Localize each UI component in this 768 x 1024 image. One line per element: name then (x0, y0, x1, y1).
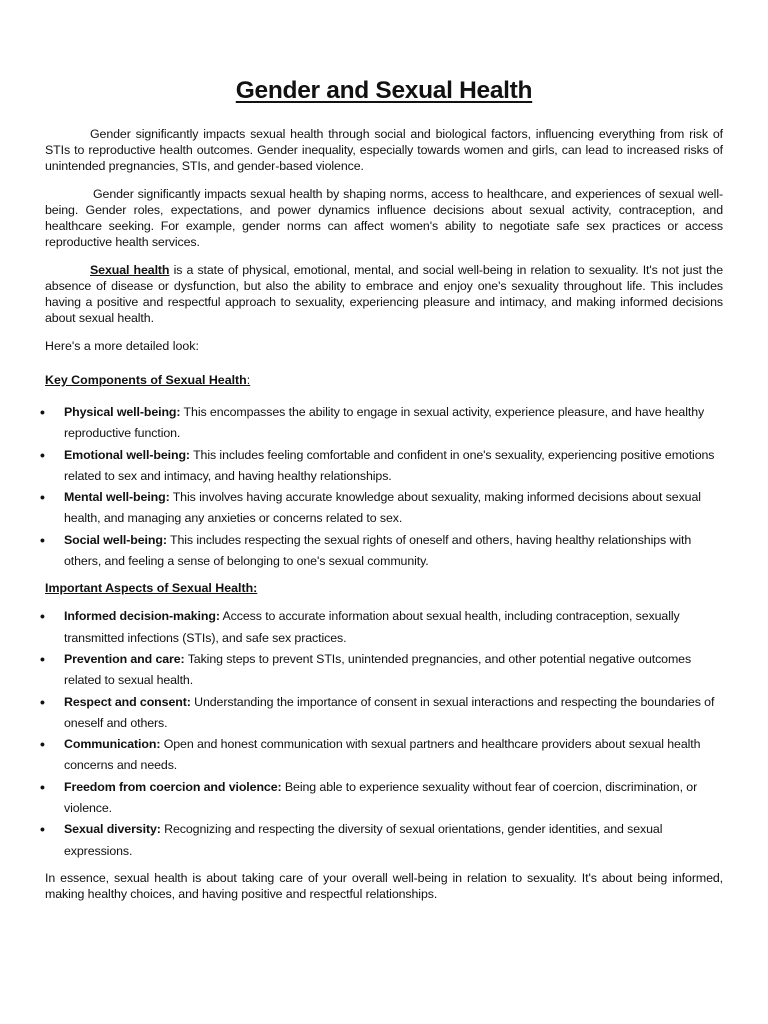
key-components-heading (45, 372, 723, 388)
conclusion-paragraph: In essence, sexual health is about taking care of your overall well-being in relation to sexuality. It's about being informed, making healthy choices, and having positive and respectful relationships. (45, 870, 723, 901)
list-item-text: This includes respecting the sexual rights of oneself and others, having healthy relationships with others, and feeling a sense of belonging to one's sexual community. (64, 532, 692, 569)
bullet-icon: • (40, 736, 45, 753)
list-item (40, 445, 723, 488)
bullet-icon: • (40, 693, 45, 710)
list-item (40, 530, 723, 573)
list-item (40, 402, 723, 445)
bullet-icon: • (40, 778, 45, 795)
list-item-label: Social well-being: (64, 532, 167, 547)
intro-paragraph-1: Gender significantly impacts sexual health through social and biological factors, influencing everything from risk of STIs to reproductive health outcomes. Gender inequality, especially towards women and girls, can lead to increased risks of unintended pregnancies, STIs, and gender-based violence. (45, 127, 723, 173)
list-item-label: Sexual diversity: (64, 822, 161, 837)
list-item-label: Mental well-being: (64, 490, 170, 505)
list-item-text: Taking steps to prevent STIs, unintended pregnancies, and other potential negative outcomes related to sexual health. (64, 651, 692, 688)
list-item (40, 649, 723, 692)
list-item-label: Informed decision-making: (64, 609, 220, 624)
definition-term: Sexual health (90, 263, 170, 277)
list-item-label: Respect and consent: (64, 694, 191, 709)
document-page (40, 74, 723, 914)
bullet-icon: • (40, 489, 45, 506)
bullet-icon: • (40, 821, 45, 838)
list-item-text: Being able to experience sexuality without fear of coercion, discrimination, or violence. (64, 779, 698, 816)
important-aspects-list (40, 606, 723, 862)
important-aspects-heading: Important Aspects of Sexual Health: (45, 581, 258, 596)
key-components-list (40, 402, 723, 572)
list-item-label: Prevention and care: (64, 651, 185, 666)
key-components-heading-colon: : (246, 373, 251, 387)
list-item (40, 606, 723, 649)
key-components-heading-text: Key Components of Sexual Health (45, 373, 247, 387)
list-item-text: Recognizing and respecting the diversity of sexual orientations, gender identities, and sexual expressions. (64, 822, 663, 858)
list-item-text: Open and honest communication with sexual partners and healthcare providers about sexual health concerns and needs. (64, 737, 701, 773)
intro-paragraph-2: Gender significantly impacts sexual health by shaping norms, access to healthcare, and experiences of sexual well-being. Gender roles, expectations, and power dynamics influence decisions about sexual activity, contraception, and healthcare seeking. For example, gender norms can affect women's ability to negotiate safe sex practices or access reproductive health services. (45, 187, 723, 249)
list-item-text: This includes feeling comfortable and confident in one's sexuality, experiencing positive emotions related to sex and intimacy, and having healthy relationships. (64, 447, 715, 483)
bullet-icon: • (40, 650, 45, 667)
bullet-icon: • (40, 608, 45, 625)
list-item (40, 819, 723, 862)
list-item-label: Physical well-being: (64, 405, 181, 419)
list-item (40, 487, 723, 530)
definition-paragraph (45, 262, 723, 326)
lead-in-text: Here's a more detailed look: (45, 339, 199, 353)
list-item-text: This encompasses the ability to engage in sexual activity, experience pleasure, and have healthy reproductive function. (64, 405, 705, 441)
list-item-label: Freedom from coercion and violence: (64, 779, 282, 794)
bullet-icon: • (40, 531, 45, 548)
definition-text: is a state of physical, emotional, mental, and social well-being in relation to sexuality. It's not just the absence of disease or dysfunction, but also the ability to embrace and enjoy one's sexuality throughout life. This includes having a positive and respectful approach to sexuality, experiencing pleasure and intimacy, and making informed decisions about sexual health. (45, 263, 723, 325)
list-item-text: Access to accurate information about sexual health, including contraception, sexually transmitted infections (STIs), and safe sex practices. (64, 609, 680, 645)
bullet-icon: • (40, 404, 45, 420)
bullet-icon: • (40, 446, 45, 463)
list-item-text: Understanding the importance of consent in sexual interactions and respecting the boundaries of oneself and others. (64, 694, 715, 730)
list-item-text: This involves having accurate knowledge about sexuality, making informed decisions about sexual health, and managing any anxieties or concerns related to sex. (64, 490, 701, 526)
list-item-label: Emotional well-being: (64, 447, 190, 462)
list-item (40, 692, 723, 735)
list-item-label: Communication: (64, 737, 161, 752)
document-title: Gender and Sexual Health (235, 77, 533, 104)
list-item (40, 734, 723, 777)
list-item (40, 777, 723, 820)
